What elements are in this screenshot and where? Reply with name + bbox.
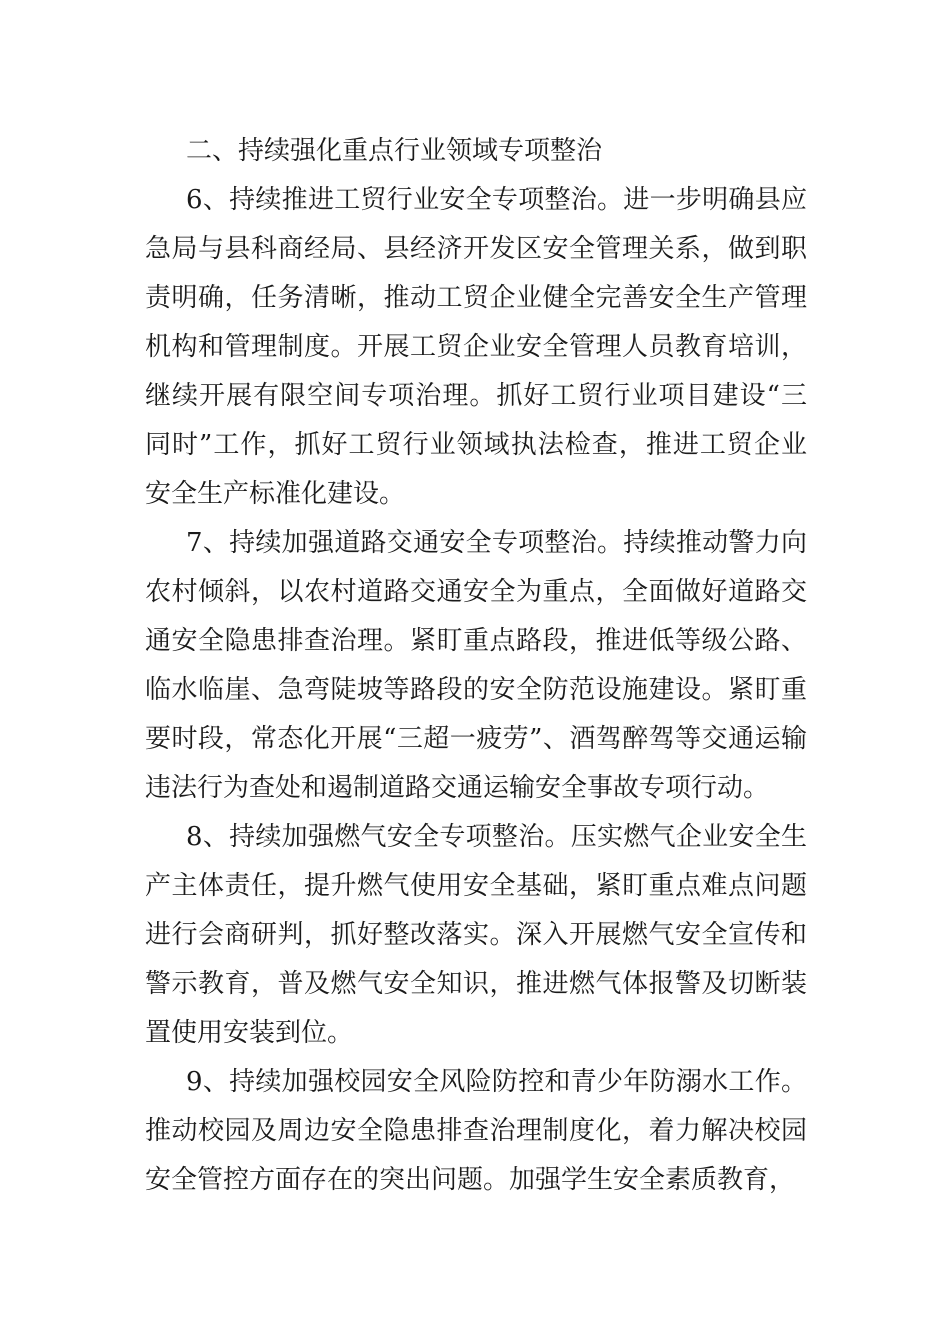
paragraph-item-8: 8、持续加强燃气安全专项整治。压实燃气企业安全生产主体责任，提升燃气使用安全基础，紧盯重点难点问题进行会商研判，抓好整改落实。深入开展燃气安全宣传和警示教育，普及燃气安全知识，推进燃气体报警及切断装置使用安装到位。 — [145, 822, 807, 1048]
paragraph-item-7: 7、持续加强道路交通安全专项整治。持续推动警力向农村倾斜，以农村道路交通安全为重点，全面做好道路交通安全隐患排查治理。紧盯重点路段，推进低等级公路、临水临崖、急弯陡坡等路段的安全防范设施建设。紧盯重要时段，常态化开展“三超一疲劳”、酒驾醉驾等交通运输违法行为查处和遏制道路交通运输安全事故专项行动。 — [145, 528, 807, 803]
section-heading: 二、持续强化重点行业领域专项整治 — [186, 136, 603, 166]
document-body — [145, 127, 807, 1205]
paragraph-item-9: 9、持续加强校园安全风险防控和青少年防溺水工作。推动校园及周边安全隐患排查治理制度化，着力解决校园安全管控方面存在的突出问题。加强学生安全素质教育， — [145, 1067, 807, 1195]
paragraph-item-6: 6、持续推进工贸行业安全专项整治。进一步明确县应急局与县科商经局、县经济开发区安全管理关系，做到职责明确，任务清晰，推动工贸企业健全完善安全生产管理机构和管理制度。开展工贸企业安全管理人员教育培训，继续开展有限空间专项治理。抓好工贸行业项目建设“三同时”工作，抓好工贸行业领域执法检查，推进工贸企业安全生产标准化建设。 — [145, 185, 807, 509]
